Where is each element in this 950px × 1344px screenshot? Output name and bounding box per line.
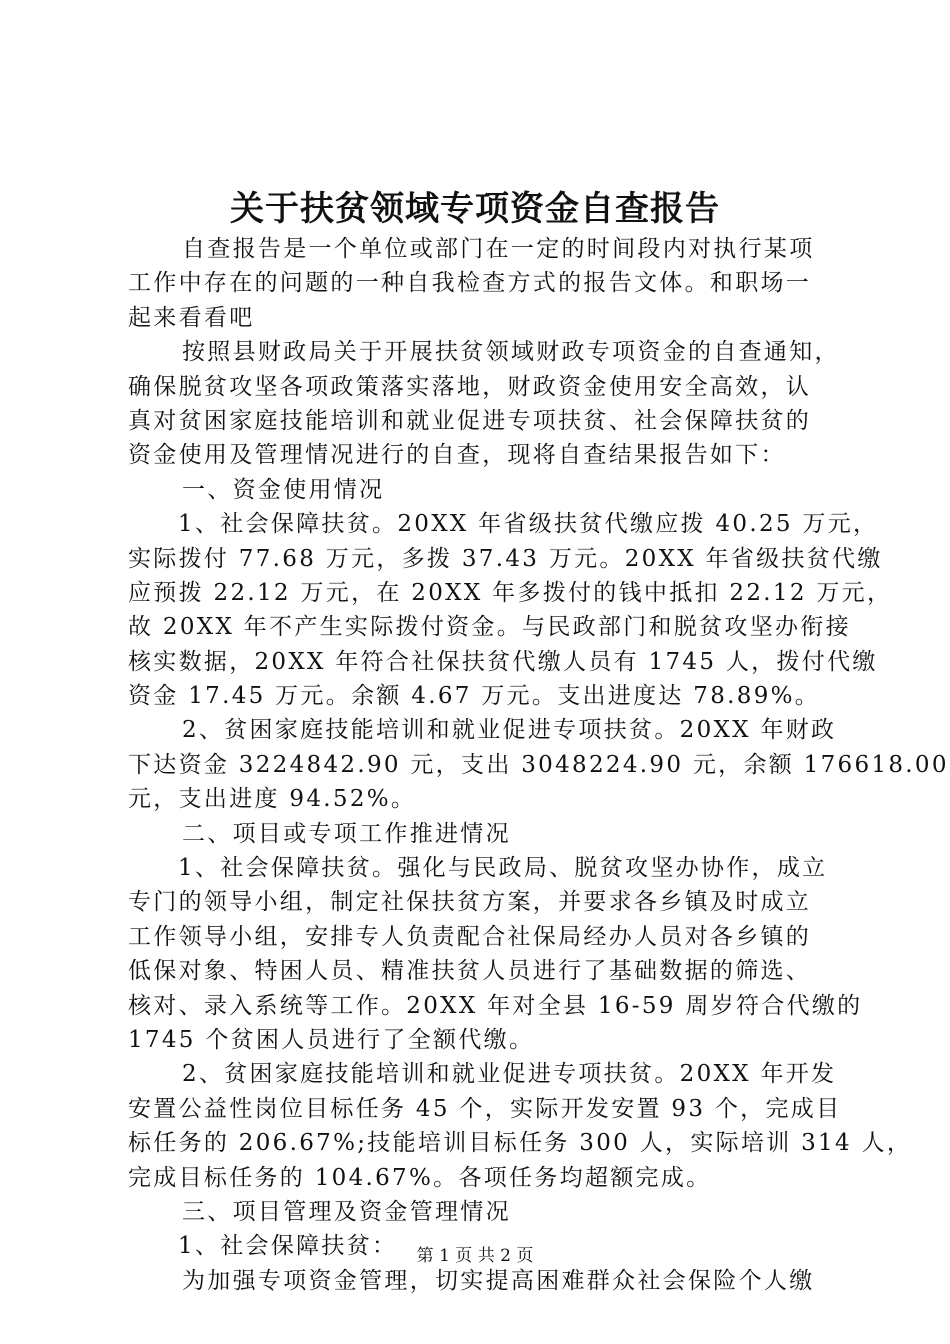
text-line: 核实数据，20XX 年符合社保扶贫代缴人员有 1745 人，拨付代缴 — [128, 648, 878, 675]
text-line: 2、贫困家庭技能培训和就业促进专项扶贫。20XX 年开发 — [182, 1061, 837, 1088]
text-line: 应预拨 22.12 万元，在 20XX 年多拨付的钱中抵扣 22.12 万元， — [128, 579, 893, 606]
text-line: 为加强专项资金管理，切实提高困难群众社会保险个人缴 — [182, 1267, 815, 1294]
text-line: 下达资金 3224842.90 元，支出 3048224.90 元，余额 176618.00 — [128, 751, 949, 778]
text-line: 真对贫困家庭技能培训和就业促进专项扶贫、社会保障扶贫的 — [128, 407, 812, 434]
section-heading: 二、项目或专项工作推进情况 — [182, 820, 511, 847]
text-line: 起来看看吧 — [128, 304, 255, 331]
text-line: 1、社会保障扶贫： — [178, 1233, 398, 1260]
text-line: 专门的领导小组，制定社保扶贫方案，并要求各乡镇及时成立 — [128, 889, 812, 916]
text-line: 资金 17.45 万元。余额 4.67 万元。支出进度达 78.89%。 — [128, 683, 821, 710]
text-line: 2、贫困家庭技能培训和就业促进专项扶贫。20XX 年财政 — [182, 717, 837, 744]
text-line: 工作中存在的问题的一种自我检查方式的报告文体。和职场一 — [128, 270, 812, 297]
text-line: 安置公益性岗位目标任务 45 个，实际开发安置 93 个，完成目 — [128, 1095, 842, 1122]
text-line: 标任务的 206.67%;技能培训目标任务 300 人，实际培训 314 人， — [128, 1130, 913, 1157]
text-line: 1745 个贫困人员进行了全额代缴。 — [128, 1026, 535, 1053]
text-line: 实际拨付 77.68 万元，多拨 37.43 万元。20XX 年省级扶贫代缴 — [128, 545, 883, 572]
text-line: 确保脱贫攻坚各项政策落实落地，财政资金使用安全高效，认 — [128, 373, 812, 400]
document-body — [128, 232, 949, 1298]
document-title: 关于扶贫领域专项资金自查报告 — [230, 189, 720, 229]
page-footer: 第 1 页 共 2 页 — [416, 1246, 534, 1266]
section-heading: 一、资金使用情况 — [182, 476, 385, 503]
text-line: 按照县财政局关于开展扶贫领域财政专项资金的自查通知， — [182, 339, 840, 366]
text-line: 核对、录入系统等工作。20XX 年对全县 16-59 周岁符合代缴的 — [128, 992, 863, 1019]
section-heading: 三、项目管理及资金管理情况 — [182, 1198, 511, 1225]
text-line: 低保对象、特困人员、精准扶贫人员进行了基础数据的筛选、 — [128, 958, 812, 985]
text-line: 故 20XX 年不产生实际拨付资金。与民政部门和脱贫攻坚办衔接 — [128, 614, 851, 641]
text-line: 元，支出进度 94.52%。 — [128, 786, 417, 813]
text-line: 自查报告是一个单位或部门在一定的时间段内对执行某项 — [182, 236, 815, 262]
text-line: 工作领导小组，安排专人负责配合社保局经办人员对各乡镇的 — [128, 923, 812, 950]
text-line: 1、社会保障扶贫。强化与民政局、脱贫攻坚办协作，成立 — [178, 855, 828, 882]
text-line: 完成目标任务的 104.67%。各项任务均超额完成。 — [128, 1164, 712, 1191]
text-line: 1、社会保障扶贫。20XX 年省级扶贫代缴应拨 40.25 万元， — [178, 511, 879, 538]
text-line: 资金使用及管理情况进行的自查，现将自查结果报告如下： — [128, 442, 786, 469]
